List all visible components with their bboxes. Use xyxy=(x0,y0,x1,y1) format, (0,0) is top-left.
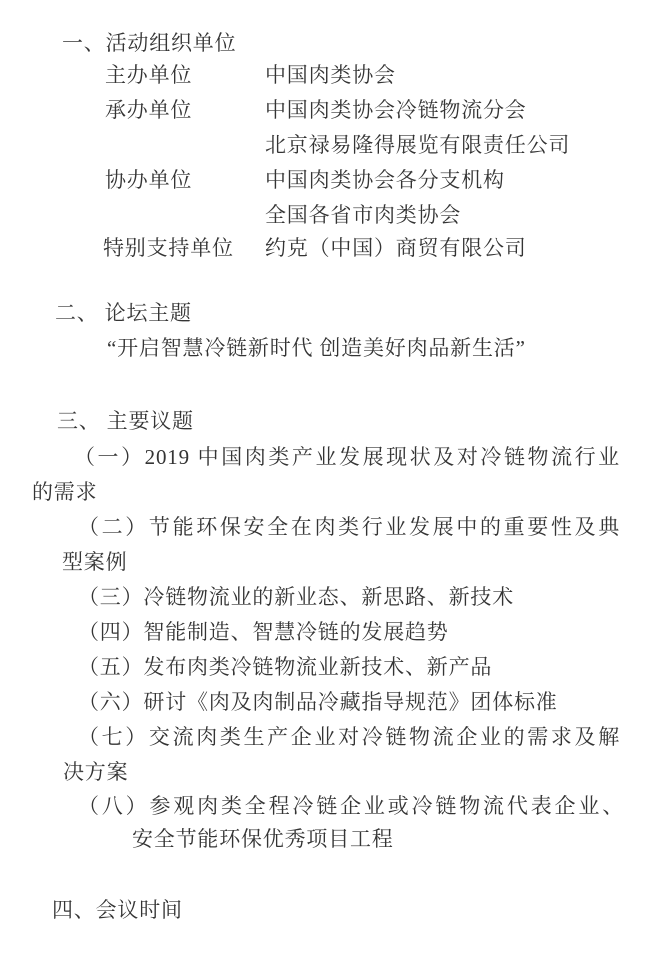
organizer-row-label: 主办单位 xyxy=(105,63,193,87)
topic-line: （三）冷链物流业的新业态、新思路、新技术 xyxy=(78,585,514,609)
topic-line: （七）交流肉类生产企业对冷链物流企业的需求及解 xyxy=(78,725,620,749)
section-three-heading: 三、 主要议题 xyxy=(57,409,194,433)
topic-line: （四）智能制造、智慧冷链的发展趋势 xyxy=(78,620,449,644)
topic-line: （一）2019 中国肉类产业发展现状及对冷链物流行业 xyxy=(74,445,620,469)
organizer-row-value: 北京禄易隆得展览有限责任公司 xyxy=(265,133,571,157)
organizer-row-value: 中国肉类协会冷链物流分会 xyxy=(265,98,527,122)
topic-line: （八）参观肉类全程冷链企业或冷链物流代表企业、 xyxy=(78,794,624,818)
topic-line: （六）研讨《肉及肉制品冷藏指导规范》团体标准 xyxy=(78,690,558,714)
organizer-row-value: 约克（中国）商贸有限公司 xyxy=(265,236,527,260)
topic-line-continuation: 决方案 xyxy=(63,760,129,784)
section-two-heading: 二、 论坛主题 xyxy=(55,301,192,325)
organizer-row-label: 承办单位 xyxy=(105,98,193,122)
topic-line: （二）节能环保安全在肉类行业发展中的重要性及典 xyxy=(78,515,620,539)
section-four-heading: 四、会议时间 xyxy=(52,898,183,922)
organizer-row-label: 特别支持单位 xyxy=(103,236,234,260)
topic-line-continuation: 安全节能环保优秀项目工程 xyxy=(132,827,394,851)
topic-line-continuation: 型案例 xyxy=(62,550,128,574)
forum-theme-quote: “开启智慧冷链新时代 创造美好肉品新生活” xyxy=(107,336,526,360)
topic-line: （五）发布肉类冷链物流业新技术、新产品 xyxy=(78,655,493,679)
organizer-row-value: 全国各省市肉类协会 xyxy=(265,203,462,227)
topic-line-continuation: 的需求 xyxy=(32,480,98,504)
organizer-row-value: 中国肉类协会各分支机构 xyxy=(265,168,505,192)
organizer-row-value: 中国肉类协会 xyxy=(265,63,396,87)
organizer-row-label: 协办单位 xyxy=(105,168,193,192)
section-one-heading: 一、活动组织单位 xyxy=(62,31,237,55)
